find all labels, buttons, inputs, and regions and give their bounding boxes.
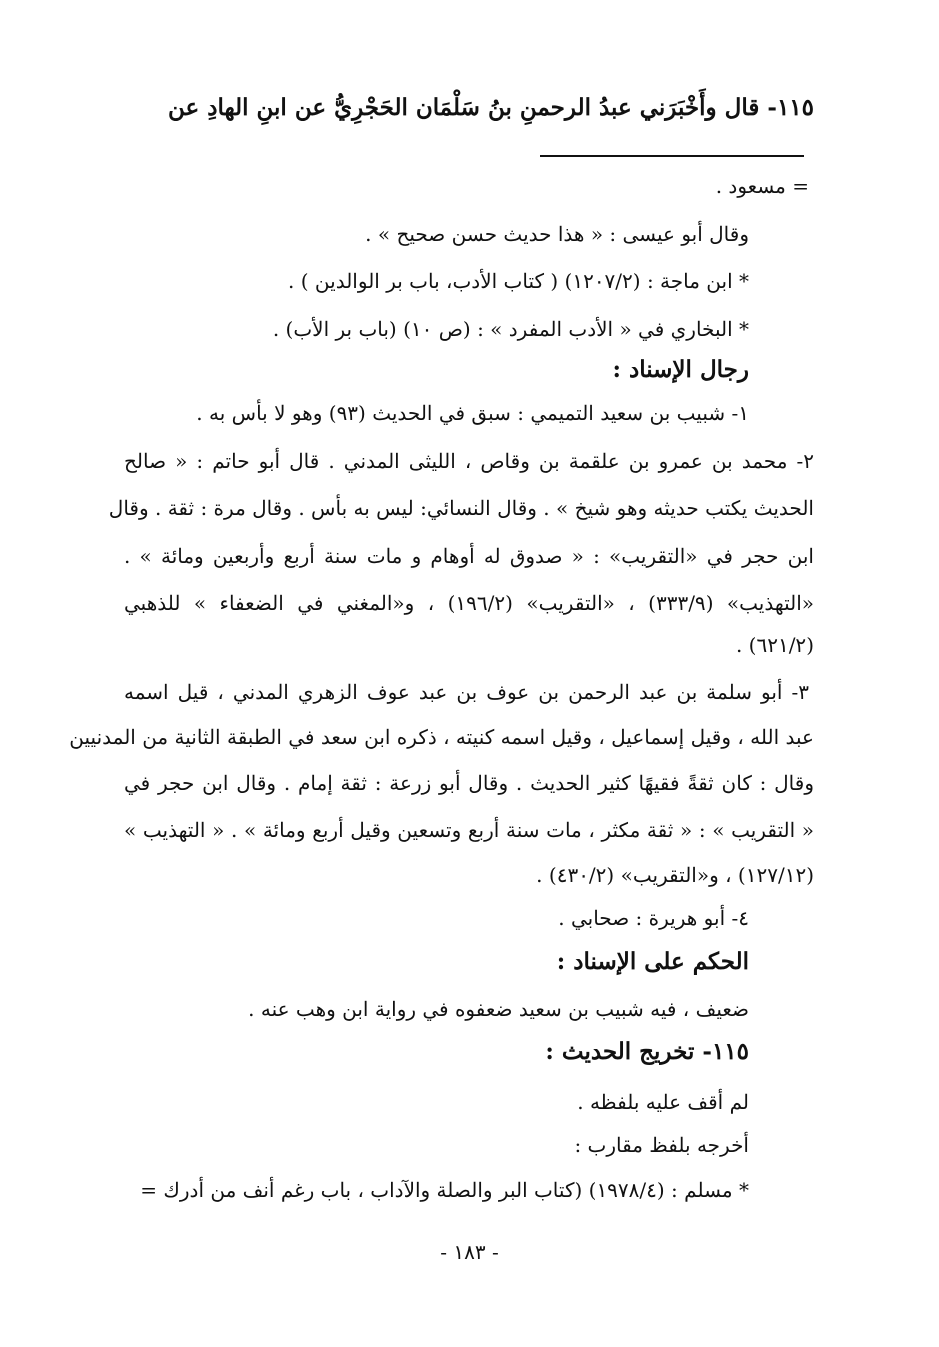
- footnote-line: وقال أبو عيسى : « هذا حديث حسن صحيح » .: [365, 222, 749, 246]
- hadith-text: قال وأَخْبَرَني عبدُ الرحمنِ بنُ سَلْمَان الحَجْرِيُّ عن ابنِ الهادِ عن: [168, 94, 760, 121]
- rijal-line: ١- شبيب بن سعيد التميمي : سبق في الحديث (٩٣) وهو لا بأس به .: [196, 401, 749, 425]
- footnote-line: * ابن ماجة : (١٢٠٧/٢) ( كتاب الأدب، باب بر الوالدين ) .: [288, 269, 749, 293]
- footnote-line: * البخاري في « الأدب المفرد » : (ص ١٠) (باب بر الأب) .: [272, 317, 749, 341]
- footnote-line: = مسعود .: [715, 174, 809, 198]
- section-heading-rijal: رجال الإسناد :: [612, 356, 749, 383]
- takhrij-line: لم أقف عليه بلفظه .: [577, 1090, 749, 1114]
- rijal-line: (٦٢١/٢) .: [735, 633, 814, 657]
- rijal-line: الحديث يكتب حديثه وهو شيخ » . وقال النسائي: ليس به بأس . وقال مرة : ثقة . وقال: [108, 496, 814, 520]
- footnote-separator: [540, 155, 804, 157]
- takhrij-line: * مسلم : (١٩٧٨/٤) (كتاب البر والصلة والآداب ، باب رغم أنف من أدرك =: [140, 1178, 749, 1202]
- hukm-text: ضعيف ، فيه شبيب بن سعيد ضعفوه في رواية ابن وهب عنه .: [248, 997, 749, 1021]
- hadith-line: [124, 93, 814, 123]
- rijal-line: « التقريب » : « ثقة مكثر ، مات سنة أربع وتسعين وقيل أربع ومائة » . « التهذيب »: [124, 818, 814, 842]
- takhrij-line: أخرجه بلفظ مقارب :: [574, 1133, 749, 1157]
- rijal-line: ٣- أبو سلمة بن عبد الرحمن بن عوف بن عبد عوف الزهري المدني ، قيل اسمه: [124, 680, 809, 704]
- section-heading-takhrij: ١١٥- تخريج الحديث :: [545, 1038, 749, 1065]
- rijal-line: وقال : كان ثقةً فقيهًا كثير الحديث . وقال أبو زرعة : ثقة إمام . وقال ابن حجر في: [124, 771, 814, 795]
- rijal-line: ٤- أبو هريرة : صحابي .: [558, 906, 749, 930]
- rijal-line: عبد الله ، وقيل إسماعيل ، وقيل اسمه كنيته ، ذكره ابن سعد في الطبقة الثانية من المدنيين: [69, 725, 814, 749]
- rijal-line: ٢- محمد بن عمرو بن علقمة بن وقاص ، الليثى المدني . قال أبو حاتم : « صالح: [124, 449, 814, 473]
- page-number: - ١٨٣ -: [440, 1240, 499, 1264]
- section-heading-hukm: الحكم على الإسناد :: [556, 948, 749, 975]
- rijal-line: (١٢٧/١٢) ، و«التقريب» (٤٣٠/٢) .: [536, 863, 814, 887]
- hadith-number: ١١٥-: [767, 94, 814, 121]
- rijal-line: ابن حجر في «التقريب» : « صدوق له أوهام و مات سنة أربع وأربعين ومائة » .: [124, 544, 814, 568]
- rijal-line: «التهذيب» (٣٣٣/٩) ، «التقريب» (١٩٦/٢) ، و«المغني في الضعفاء » للذهبي: [124, 591, 814, 615]
